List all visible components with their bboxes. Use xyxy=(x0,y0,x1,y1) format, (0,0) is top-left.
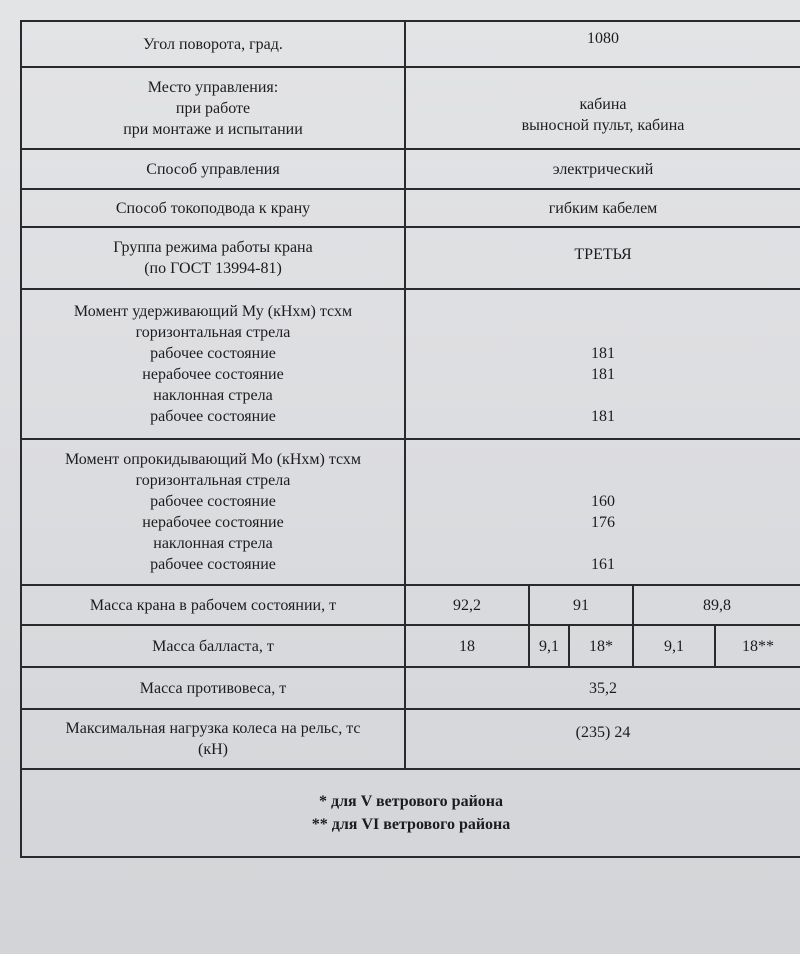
overturning-moment-value: 160 xyxy=(591,493,615,510)
row-control-place xyxy=(21,67,800,149)
duty-group-label xyxy=(21,227,405,289)
holding-moment-value xyxy=(406,385,800,406)
holding-moment-line: Момент удерживающий Му (кНхм) тсхм xyxy=(73,303,353,320)
holding-moment-line: рабочее состояние xyxy=(150,408,276,425)
holding-moment-label xyxy=(21,289,405,439)
holding-moment-value xyxy=(406,301,800,322)
row-control-method xyxy=(21,149,800,189)
wheel-load-label-line: (кН) xyxy=(198,741,228,758)
row-ballast-mass xyxy=(21,625,800,667)
control-place-label-line: Место управления: xyxy=(147,78,279,96)
control-place-value-line: выносной пульт, кабина xyxy=(521,117,685,134)
control-place-label-line: при работе xyxy=(175,99,251,117)
control-method-value: электрический xyxy=(405,149,800,189)
row-crane-mass xyxy=(21,585,800,625)
wheel-load-label-line: Максимальная нагрузка колеса на рельс, тс xyxy=(65,720,361,737)
overturning-moment-line: нерабочее состояние xyxy=(142,514,284,531)
overturning-moment-value xyxy=(406,449,800,470)
row-duty-group xyxy=(21,227,800,289)
control-place-label xyxy=(21,67,405,149)
footnote: ** для VI ветрового района xyxy=(311,816,511,833)
row-overturning-moment xyxy=(21,439,800,585)
ballast-mass-value: 18** xyxy=(715,625,800,667)
counterweight-mass-value: 35,2 xyxy=(405,667,800,709)
row-rotation xyxy=(21,21,800,67)
holding-moment-value: 181 xyxy=(591,408,615,425)
control-place-label-line: при монтаже и испытании xyxy=(123,120,303,138)
crane-mass-value: 89,8 xyxy=(633,585,800,625)
footnote: * для V ветрового района xyxy=(318,793,504,810)
crane-mass-value: 91 xyxy=(529,585,633,625)
holding-moment-value: 181 xyxy=(591,366,615,383)
holding-moment-line: нерабочее состояние xyxy=(142,366,284,383)
holding-moment-line: горизонтальная стрела xyxy=(135,324,291,341)
holding-moment-line: рабочее состояние xyxy=(150,345,276,362)
holding-moment-value: 181 xyxy=(591,345,615,362)
duty-group-label-line: (по ГОСТ 13994-81) xyxy=(144,260,282,277)
overturning-moment-line: рабочее состояние xyxy=(150,493,276,510)
wheel-load-value: (235) 24 xyxy=(405,709,800,769)
overturning-moment-values xyxy=(405,439,800,585)
row-holding-moment xyxy=(21,289,800,439)
duty-group-label-line: Группа режима работы крана xyxy=(113,239,313,256)
ballast-mass-label: Масса балласта, т xyxy=(21,625,405,667)
overturning-moment-line: наклонная стрела xyxy=(153,535,273,552)
control-method-label: Способ управления xyxy=(21,149,405,189)
ballast-mass-value: 18 xyxy=(405,625,529,667)
row-power-supply xyxy=(21,189,800,227)
power-supply-label: Способ токоподвода к крану xyxy=(21,189,405,227)
overturning-moment-label xyxy=(21,439,405,585)
footnotes xyxy=(21,769,800,857)
rotation-value: 1080 xyxy=(405,21,800,67)
overturning-moment-value xyxy=(406,533,800,554)
overturning-moment-value: 176 xyxy=(591,514,615,531)
holding-moment-line: наклонная стрела xyxy=(153,387,273,404)
rotation-label: Угол поворота, град. xyxy=(21,21,405,67)
overturning-moment-line: рабочее состояние xyxy=(150,556,276,573)
overturning-moment-value xyxy=(406,470,800,491)
counterweight-mass-label: Масса противовеса, т xyxy=(21,667,405,709)
ballast-mass-value: 18* xyxy=(569,625,633,667)
ballast-mass-value: 9,1 xyxy=(633,625,715,667)
control-place-value xyxy=(405,67,800,149)
crane-mass-value: 92,2 xyxy=(405,585,529,625)
crane-spec-table xyxy=(20,20,800,858)
power-supply-value: гибким кабелем xyxy=(405,189,800,227)
overturning-moment-line: горизонтальная стрела xyxy=(135,472,291,489)
control-place-value-line: кабина xyxy=(579,96,627,113)
crane-mass-label: Масса крана в рабочем состоянии, т xyxy=(21,585,405,625)
wheel-load-label xyxy=(21,709,405,769)
ballast-mass-value: 9,1 xyxy=(529,625,569,667)
holding-moment-values xyxy=(405,289,800,439)
overturning-moment-value: 161 xyxy=(591,556,615,573)
overturning-moment-line: Момент опрокидывающий Мо (кНхм) тсхм xyxy=(64,451,362,468)
duty-group-value: ТРЕТЬЯ xyxy=(405,227,800,289)
row-counterweight-mass xyxy=(21,667,800,709)
row-footnotes xyxy=(21,769,800,857)
row-wheel-load xyxy=(21,709,800,769)
holding-moment-value xyxy=(406,322,800,343)
